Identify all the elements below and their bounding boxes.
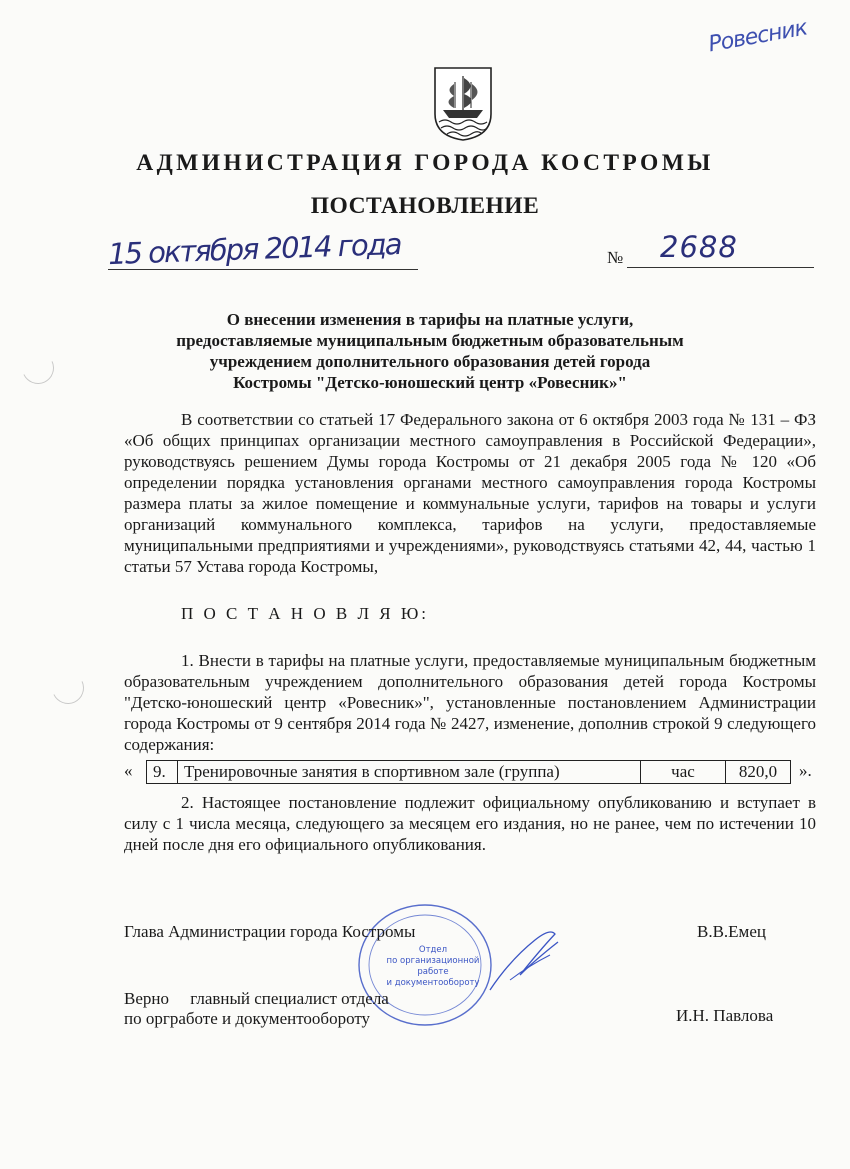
handwritten-date: 15 октября 2014 года xyxy=(107,226,402,272)
preamble-paragraph: В соответствии со статьей 17 Федерального закона от 6 октября 2003 года № 131 – ФЗ «Об общих принципах организации местного самоуправления в Российской Федерации», руководствуясь решением Думы города Костромы от 21 декабря 2005 года № 120 «Об определении порядка установления органами местного самоуправления города Костромы размера платы за жилое помещение и коммунальные услуги, тарифов на товары и услуги организаций коммунального комплекса, тарифов на услуги, предоставляемые муниципальными предприятиями и учреждениями», руководствуясь статьями 42, 44, частью 1 статьи 57 Устава города Костромы, xyxy=(124,410,816,576)
head-title: Глава Администрации города Костромы xyxy=(124,922,416,941)
handwritten-number: 2688 xyxy=(660,230,738,264)
head-name: В.В.Емец xyxy=(697,922,766,941)
number-label: № xyxy=(607,248,624,267)
punch-hole-mark xyxy=(17,347,58,388)
stamp-line: по организационной xyxy=(386,956,480,966)
item-2-paragraph: 2. Настоящее постановление подлежит официальному опубликованию и вступает в силу с 1 числа месяца, следующего за месяцем его издания, но не ранее, чем по истечении 10 дней после дня его официального опубликования. xyxy=(124,793,816,854)
verified-name: И.Н. Павлова xyxy=(676,1006,774,1025)
item-1-paragraph: 1. Внести в тарифы на платные услуги, предоставляемые муниципальным бюджетным образовательным учреждением дополнительного образования детей города Костромы "Детско-юношеский центр «Ровесник»", установленные постановлением Администрации города Костромы от 9 сентября 2014 года № 2427, изменение, дополнив строкой 9 следующего содержания: xyxy=(124,651,816,754)
stamp-line: Отдел xyxy=(418,945,448,955)
handwritten-signature xyxy=(480,920,570,1000)
subject-line: Костромы "Детско-юношеский центр «Ровесник»" xyxy=(233,373,627,392)
resolve-heading: П О С Т А Н О В Л Я Ю: xyxy=(181,604,430,623)
date-underline xyxy=(108,269,418,270)
document-type-title: ПОСТАНОВЛЕНИЕ xyxy=(310,193,540,219)
verified-line-1: Верно главный специалист отдела xyxy=(124,989,389,1008)
tariff-table xyxy=(146,760,791,784)
stamp-line: и документообороту xyxy=(386,978,480,988)
quote-close: ». xyxy=(799,761,812,780)
stamp-text xyxy=(378,945,488,989)
kostroma-coat-of-arms-icon xyxy=(433,66,493,142)
quote-open: « xyxy=(124,761,133,780)
stamp-line: работе xyxy=(417,967,449,977)
handwritten-note: Ровесник xyxy=(706,15,809,58)
document-subject xyxy=(120,309,740,393)
table-row xyxy=(147,761,791,784)
tariff-num: 9. xyxy=(147,761,178,784)
subject-line: О внесении изменения в тарифы на платные услуги, xyxy=(226,310,634,329)
number-underline xyxy=(627,267,814,268)
tariff-price: 820,0 xyxy=(726,761,791,784)
administration-heading: АДМИНИСТРАЦИЯ ГОРОДА КОСТРОМЫ xyxy=(136,150,714,176)
subject-line: предоставляемые муниципальным бюджетным образовательным xyxy=(176,331,684,350)
verified-line-2: по оргработе и документообороту xyxy=(124,1009,371,1028)
tariff-service: Тренировочные занятия в спортивном зале (группа) xyxy=(178,761,641,784)
tariff-unit: час xyxy=(641,761,726,784)
subject-line: учреждением дополнительного образования детей города xyxy=(209,352,651,371)
punch-hole-mark xyxy=(47,667,88,708)
